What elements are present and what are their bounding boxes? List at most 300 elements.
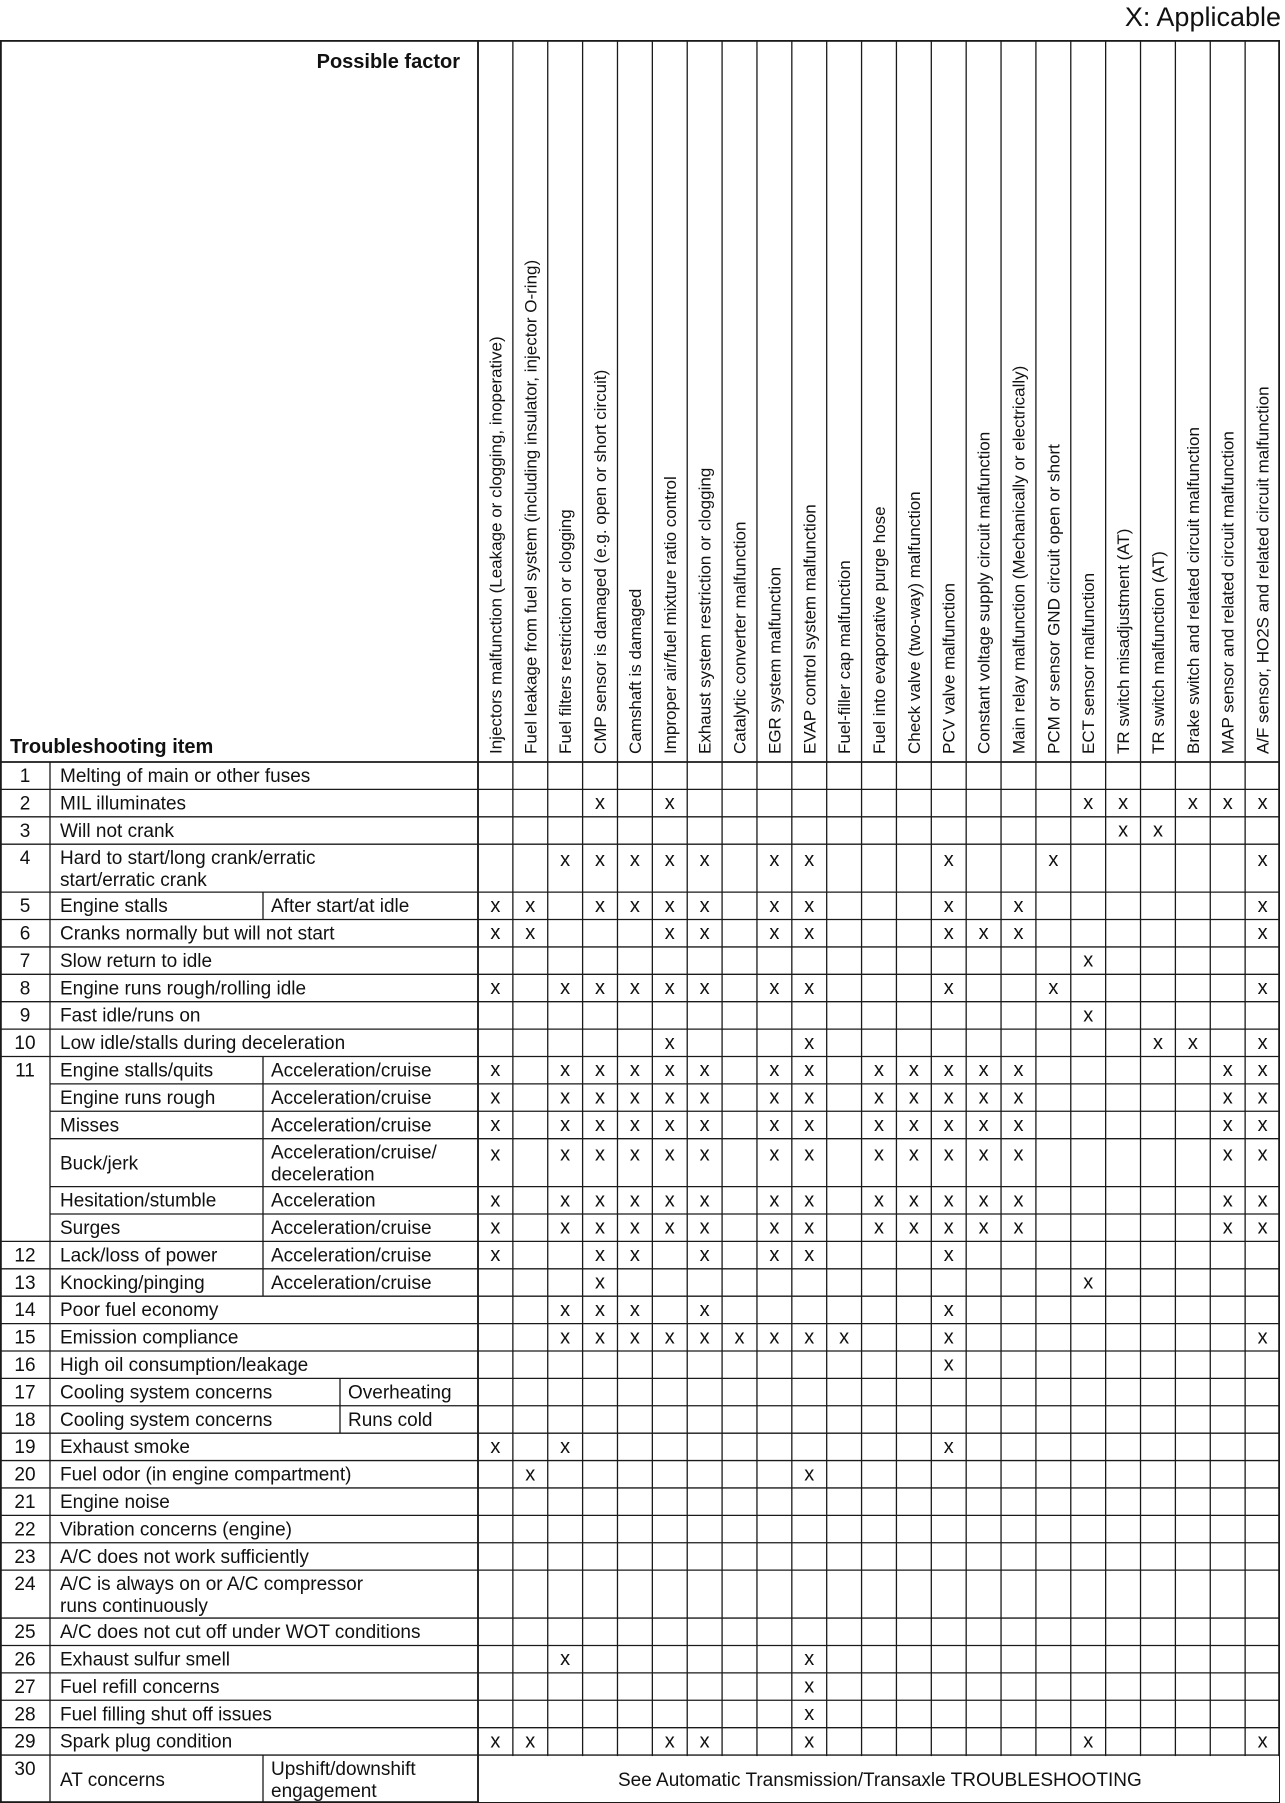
applicable-mark: x (490, 1244, 501, 1267)
applicable-mark: x (1257, 977, 1268, 1000)
applicable-mark: x (1048, 977, 1059, 1000)
troubleshooting-item-label: Cranks normally but will not start (60, 923, 335, 945)
troubleshooting-grid (0, 40, 1280, 1803)
troubleshooting-item-label: High oil consumption/leakage (60, 1354, 309, 1376)
applicable-mark: x (490, 1113, 501, 1136)
row-number: 3 (19, 820, 31, 842)
applicable-mark: x (525, 1463, 536, 1486)
applicable-mark: x (734, 1326, 745, 1349)
applicable-mark: x (943, 1216, 954, 1239)
applicable-mark: x (978, 1059, 989, 1082)
applicable-mark: x (874, 1113, 884, 1136)
applicable-mark: x (595, 1298, 606, 1321)
applicable-mark: x (804, 977, 815, 1000)
applicable-mark: x (1083, 1730, 1094, 1753)
troubleshooting-item-label: Misses (60, 1115, 120, 1137)
row-number: 9 (19, 1005, 31, 1027)
applicable-mark: x (769, 894, 780, 917)
factor-header: Camshaft is damaged (625, 588, 645, 754)
applicable-mark: x (804, 1326, 815, 1349)
condition-label: Acceleration/cruise (271, 1060, 432, 1082)
row-number: 30 (14, 1759, 36, 1781)
applicable-mark: x (699, 1143, 710, 1166)
factor-header: CMP sensor is damaged (e.g. open or short circuit) (591, 369, 611, 754)
factor-header: Exhaust system restriction or clogging (695, 467, 715, 754)
applicable-mark: x (978, 1086, 989, 1109)
condition-label: After start/at idle (271, 896, 410, 918)
applicable-mark: x (560, 1435, 571, 1458)
applicable-mark: x (943, 1189, 954, 1212)
troubleshooting-item-label: A/C is always on or A/C compressor (60, 1574, 364, 1596)
applicable-mark: x (1083, 1004, 1094, 1027)
applicable-mark: x (1118, 819, 1129, 842)
row-number: 16 (14, 1354, 36, 1376)
applicable-mark: x (943, 1244, 954, 1267)
applicable-mark: x (1257, 792, 1268, 815)
condition-label: Acceleration/cruise (271, 1115, 432, 1137)
applicable-mark: x (1222, 1143, 1233, 1166)
troubleshooting-table (0, 40, 1280, 1803)
applicable-mark: x (664, 1086, 675, 1109)
applicable-mark: x (978, 1143, 989, 1166)
condition-label: deceleration (271, 1164, 375, 1186)
troubleshooting-item-label: Knocking/pinging (60, 1272, 205, 1294)
applicable-mark: x (490, 922, 501, 945)
applicable-mark: x (908, 1059, 919, 1082)
troubleshooting-item-label: runs continuously (60, 1596, 208, 1618)
applicable-mark: x (769, 922, 780, 945)
applicable-mark: x (699, 1059, 710, 1082)
applicable-mark: x (978, 1216, 989, 1239)
troubleshooting-item-heading: Troubleshooting item (10, 736, 214, 758)
applicable-mark: x (490, 1189, 501, 1212)
factor-header: EVAP control system malfunction (800, 504, 820, 754)
troubleshooting-item-label: Fuel refill concerns (60, 1676, 220, 1698)
factor-header: Brake switch and related circuit malfunction (1183, 427, 1203, 754)
troubleshooting-item-label: A/C does not work sufficiently (60, 1546, 309, 1568)
applicable-mark: x (595, 1143, 606, 1166)
troubleshooting-item-label: Engine stalls/quits (60, 1060, 214, 1082)
applicable-mark: x (525, 922, 536, 945)
applicable-mark: x (490, 1730, 501, 1753)
troubleshooting-item-label: Emission compliance (60, 1327, 239, 1349)
applicable-mark: x (1083, 1271, 1094, 1294)
row-number: 29 (14, 1731, 36, 1753)
applicable-mark: x (804, 922, 815, 945)
applicable-mark: x (664, 1730, 675, 1753)
see-reference-note: See Automatic Transmission/Transaxle TROUBLESHOOTING (618, 1770, 1142, 1792)
applicable-mark: x (943, 849, 954, 872)
applicable-mark: x (908, 1189, 919, 1212)
applicable-mark: x (525, 894, 536, 917)
troubleshooting-item-label: Engine noise (60, 1491, 170, 1513)
row-number: 27 (14, 1676, 36, 1698)
applicable-mark: x (804, 1730, 815, 1753)
applicable-mark: x (560, 1189, 571, 1212)
applicable-mark: x (943, 1143, 954, 1166)
applicable-mark: x (943, 1435, 954, 1458)
applicable-mark: x (1083, 792, 1094, 815)
factor-header: Fuel-filler cap malfunction (835, 560, 855, 754)
applicable-mark: x (490, 1216, 501, 1239)
applicable-mark: x (943, 1298, 954, 1321)
troubleshooting-item-label: A/C does not cut off under WOT conditions (60, 1622, 421, 1644)
troubleshooting-item-label: AT concerns (60, 1770, 165, 1792)
applicable-mark: x (560, 1298, 571, 1321)
applicable-mark: x (1257, 1031, 1268, 1054)
applicable-mark: x (560, 977, 571, 1000)
applicable-legend: X: Applicable (1124, 2, 1281, 32)
applicable-mark: x (699, 849, 710, 872)
condition-label: Acceleration/cruise/ (271, 1142, 437, 1164)
applicable-mark: x (908, 1143, 919, 1166)
applicable-mark: x (769, 1216, 780, 1239)
troubleshooting-item-label: Cooling system concerns (60, 1409, 273, 1431)
applicable-mark: x (699, 1189, 710, 1212)
condition-label: Acceleration/cruise (271, 1272, 432, 1294)
applicable-mark: x (1187, 1031, 1198, 1054)
troubleshooting-item-label: start/erratic crank (60, 870, 207, 892)
factor-header: TR switch malfunction (AT) (1148, 551, 1168, 754)
applicable-mark: x (595, 849, 606, 872)
applicable-mark: x (769, 1189, 780, 1212)
applicable-mark: x (1013, 1143, 1024, 1166)
applicable-mark: x (908, 1216, 919, 1239)
row-number: 22 (14, 1519, 36, 1541)
applicable-mark: x (769, 1059, 780, 1082)
applicable-mark: x (1257, 922, 1268, 945)
applicable-mark: x (560, 1113, 571, 1136)
applicable-mark: x (629, 1143, 640, 1166)
row-number: 21 (14, 1491, 36, 1513)
applicable-mark: x (560, 849, 571, 872)
applicable-mark: x (1013, 894, 1024, 917)
applicable-mark: x (629, 1059, 640, 1082)
condition-label: engagement (271, 1781, 377, 1803)
factor-header: Fuel filters restriction or clogging (556, 509, 576, 754)
applicable-mark: x (664, 792, 675, 815)
applicable-mark: x (560, 1143, 571, 1166)
troubleshooting-item-label: Fuel odor (in engine compartment) (60, 1464, 352, 1486)
applicable-mark: x (595, 1086, 606, 1109)
applicable-mark: x (490, 894, 501, 917)
applicable-mark: x (699, 922, 710, 945)
applicable-mark: x (804, 1143, 815, 1166)
applicable-mark: x (804, 894, 815, 917)
factor-header: PCM or sensor GND circuit open or short (1044, 444, 1064, 754)
troubleshooting-item-label: Engine runs rough (60, 1087, 216, 1109)
condition-label: Runs cold (348, 1409, 433, 1431)
applicable-mark: x (804, 1216, 815, 1239)
applicable-mark: x (874, 1086, 884, 1109)
applicable-mark: x (664, 1113, 675, 1136)
applicable-mark: x (699, 1216, 710, 1239)
applicable-mark: x (769, 1113, 780, 1136)
row-number: 19 (14, 1437, 36, 1459)
troubleshooting-item-label: Will not crank (60, 820, 175, 842)
applicable-mark: x (629, 1189, 640, 1212)
row-number: 6 (19, 923, 31, 945)
applicable-mark: x (490, 977, 501, 1000)
applicable-mark: x (595, 1326, 606, 1349)
applicable-mark: x (699, 1244, 710, 1267)
applicable-mark: x (804, 1086, 815, 1109)
applicable-mark: x (490, 1059, 501, 1082)
row-number: 20 (14, 1464, 36, 1486)
row-number: 17 (14, 1382, 36, 1404)
applicable-mark: x (978, 1113, 989, 1136)
condition-label: Acceleration/cruise (271, 1245, 432, 1267)
applicable-mark: x (664, 1031, 675, 1054)
applicable-mark: x (839, 1326, 850, 1349)
applicable-mark: x (943, 1353, 954, 1376)
factor-header: EGR system malfunction (765, 566, 785, 754)
applicable-mark: x (1257, 894, 1268, 917)
row-number: 18 (14, 1409, 36, 1431)
applicable-mark: x (560, 1059, 571, 1082)
applicable-mark: x (1257, 1086, 1268, 1109)
applicable-mark: x (560, 1216, 571, 1239)
troubleshooting-item-label: Fast idle/runs on (60, 1005, 201, 1027)
row-number: 2 (19, 793, 31, 815)
row-number: 24 (14, 1574, 36, 1596)
applicable-mark: x (1222, 1086, 1233, 1109)
troubleshooting-item-label: Low idle/stalls during deceleration (60, 1033, 346, 1055)
applicable-mark: x (1013, 1216, 1024, 1239)
troubleshooting-item-label: Engine runs rough/rolling idle (60, 978, 307, 1000)
row-number: 26 (14, 1649, 36, 1671)
applicable-mark: x (629, 1244, 640, 1267)
row-number: 14 (14, 1300, 36, 1322)
applicable-mark: x (769, 1244, 780, 1267)
troubleshooting-item-label: MIL illuminates (60, 793, 187, 815)
applicable-mark: x (1187, 792, 1198, 815)
applicable-mark: x (874, 1143, 884, 1166)
applicable-mark: x (943, 1113, 954, 1136)
troubleshooting-item-label: Melting of main or other fuses (60, 766, 311, 787)
applicable-mark: x (874, 1216, 884, 1239)
factor-header: Improper air/fuel mixture ratio control (660, 476, 680, 754)
factor-header: Constant voltage supply circuit malfunction (974, 431, 994, 754)
applicable-mark: x (1013, 1086, 1024, 1109)
factor-header: TR switch misadjustment (AT) (1114, 528, 1134, 754)
applicable-mark: x (1257, 1189, 1268, 1212)
applicable-mark: x (804, 1702, 815, 1725)
troubleshooting-item-label: Slow return to idle (60, 950, 213, 972)
applicable-mark: x (664, 977, 675, 1000)
applicable-mark: x (560, 1648, 571, 1671)
applicable-mark: x (629, 1113, 640, 1136)
applicable-mark: x (525, 1730, 536, 1753)
troubleshooting-item-label: Hard to start/long crank/erratic (60, 848, 316, 870)
applicable-mark: x (595, 1059, 606, 1082)
applicable-mark: x (804, 1675, 815, 1698)
applicable-mark: x (769, 849, 780, 872)
applicable-mark: x (908, 1113, 919, 1136)
factor-header: PCV valve malfunction (939, 582, 959, 754)
applicable-mark: x (943, 1059, 954, 1082)
troubleshooting-item-label: Surges (60, 1218, 121, 1240)
row-number: 5 (19, 896, 31, 918)
factor-header: Check valve (two-way) malfunction (904, 491, 924, 754)
applicable-mark: x (874, 1189, 884, 1212)
troubleshooting-item-label: Hesitation/stumble (60, 1190, 217, 1212)
applicable-mark: x (664, 1326, 675, 1349)
applicable-mark: x (804, 1463, 815, 1486)
factor-header: MAP sensor and related circuit malfunction (1218, 431, 1238, 754)
troubleshooting-item-label: Lack/loss of power (60, 1245, 218, 1267)
applicable-mark: x (595, 894, 606, 917)
factor-header: Fuel leakage from fuel system (including insulator, injector O-ring) (521, 259, 541, 754)
applicable-mark: x (804, 849, 815, 872)
applicable-mark: x (1257, 1059, 1268, 1082)
applicable-mark: x (1048, 849, 1059, 872)
applicable-mark: x (595, 1244, 606, 1267)
applicable-mark: x (804, 1244, 815, 1267)
applicable-mark: x (664, 1189, 675, 1212)
applicable-mark: x (874, 1059, 884, 1082)
condition-label: Acceleration/cruise (271, 1218, 432, 1240)
applicable-mark: x (490, 1086, 501, 1109)
applicable-mark: x (664, 1059, 675, 1082)
troubleshooting-item-label: Fuel filling shut off issues (60, 1704, 272, 1726)
applicable-mark: x (560, 1086, 571, 1109)
applicable-mark: x (1257, 1730, 1268, 1753)
applicable-mark: x (595, 792, 606, 815)
row-number: 7 (19, 950, 31, 972)
troubleshooting-item-label: Spark plug condition (60, 1731, 233, 1753)
condition-label: Acceleration/cruise (271, 1087, 432, 1109)
applicable-mark: x (595, 977, 606, 1000)
applicable-mark: x (804, 1113, 815, 1136)
applicable-mark: x (1013, 922, 1024, 945)
applicable-mark: x (699, 1086, 710, 1109)
factor-header: ECT sensor malfunction (1079, 572, 1099, 754)
applicable-mark: x (664, 1143, 675, 1166)
applicable-mark: x (664, 849, 675, 872)
troubleshooting-item-label: Poor fuel economy (60, 1300, 219, 1322)
applicable-mark: x (1257, 1143, 1268, 1166)
possible-factor-heading: Possible factor (316, 51, 460, 73)
applicable-mark: x (490, 1143, 501, 1166)
factor-header: Fuel into evaporative purge hose (870, 506, 889, 754)
applicable-mark: x (664, 1216, 675, 1239)
applicable-mark: x (595, 1271, 606, 1294)
applicable-mark: x (699, 1730, 710, 1753)
applicable-mark: x (595, 1216, 606, 1239)
applicable-mark: x (629, 849, 640, 872)
row-number: 25 (14, 1622, 36, 1644)
applicable-mark: x (1222, 1113, 1233, 1136)
applicable-mark: x (943, 977, 954, 1000)
row-number: 15 (14, 1327, 36, 1349)
applicable-mark: x (978, 1189, 989, 1212)
applicable-mark: x (1257, 1113, 1268, 1136)
applicable-mark: x (629, 894, 640, 917)
applicable-mark: x (943, 1326, 954, 1349)
applicable-mark: x (699, 977, 710, 1000)
applicable-mark: x (699, 1298, 710, 1321)
applicable-mark: x (1222, 1059, 1233, 1082)
applicable-mark: x (1152, 1031, 1163, 1054)
applicable-mark: x (629, 1216, 640, 1239)
applicable-mark: x (908, 1086, 919, 1109)
applicable-mark: x (804, 1648, 815, 1671)
troubleshooting-item-label: Buck/jerk (60, 1153, 139, 1175)
factor-header: Main relay malfunction (Mechanically or electrically) (1009, 365, 1029, 754)
troubleshooting-item-label: Engine stalls (60, 896, 168, 918)
applicable-mark: x (1257, 1326, 1268, 1349)
applicable-mark: x (1222, 1216, 1233, 1239)
applicable-mark: x (560, 1326, 571, 1349)
applicable-mark: x (978, 922, 989, 945)
applicable-mark: x (804, 1059, 815, 1082)
applicable-mark: x (943, 922, 954, 945)
condition-label: Overheating (348, 1382, 452, 1404)
troubleshooting-item-label: Exhaust sulfur smell (60, 1649, 231, 1671)
applicable-mark: x (804, 1189, 815, 1212)
troubleshooting-item-label: Exhaust smoke (60, 1437, 190, 1459)
row-number: 23 (14, 1546, 36, 1568)
applicable-mark: x (1013, 1059, 1024, 1082)
applicable-mark: x (629, 977, 640, 1000)
applicable-mark: x (943, 1086, 954, 1109)
applicable-mark: x (769, 1326, 780, 1349)
applicable-mark: x (769, 977, 780, 1000)
applicable-mark: x (1257, 1216, 1268, 1239)
troubleshooting-item-label: Cooling system concerns (60, 1382, 273, 1404)
applicable-mark: x (595, 1113, 606, 1136)
row-number: 12 (14, 1245, 36, 1267)
row-number: 10 (14, 1033, 36, 1055)
applicable-mark: x (629, 1086, 640, 1109)
applicable-mark: x (1118, 792, 1129, 815)
factor-header: Catalytic converter malfunction (730, 521, 750, 754)
applicable-mark: x (769, 1086, 780, 1109)
condition-label: Upshift/downshift (271, 1759, 416, 1781)
row-number: 11 (15, 1060, 35, 1082)
factor-header: Injectors malfunction (Leakage or clogging, inoperative) (486, 336, 506, 754)
row-number: 1 (19, 766, 31, 787)
factor-header: A/F sensor, HO2S and related circuit malfunction (1253, 386, 1273, 754)
applicable-mark: x (1013, 1189, 1024, 1212)
applicable-mark: x (1152, 819, 1163, 842)
applicable-mark: x (490, 1435, 501, 1458)
applicable-mark: x (629, 1298, 640, 1321)
applicable-mark: x (769, 1143, 780, 1166)
applicable-mark: x (804, 1031, 815, 1054)
row-number: 4 (19, 848, 31, 870)
applicable-mark: x (1257, 849, 1268, 872)
applicable-mark: x (595, 1189, 606, 1212)
applicable-mark: x (1083, 949, 1094, 972)
troubleshooting-item-label: Vibration concerns (engine) (60, 1519, 293, 1541)
applicable-mark: x (699, 1113, 710, 1136)
applicable-mark: x (1013, 1113, 1024, 1136)
applicable-mark: x (629, 1326, 640, 1349)
row-number: 8 (19, 978, 31, 1000)
row-number: 13 (14, 1272, 36, 1294)
applicable-mark: x (664, 894, 675, 917)
row-number: 28 (14, 1704, 36, 1726)
applicable-mark: x (699, 894, 710, 917)
applicable-mark: x (664, 922, 675, 945)
applicable-mark: x (1222, 792, 1233, 815)
applicable-mark: x (699, 1326, 710, 1349)
condition-label: Acceleration (271, 1190, 376, 1212)
applicable-mark: x (943, 894, 954, 917)
applicable-mark: x (1222, 1189, 1233, 1212)
